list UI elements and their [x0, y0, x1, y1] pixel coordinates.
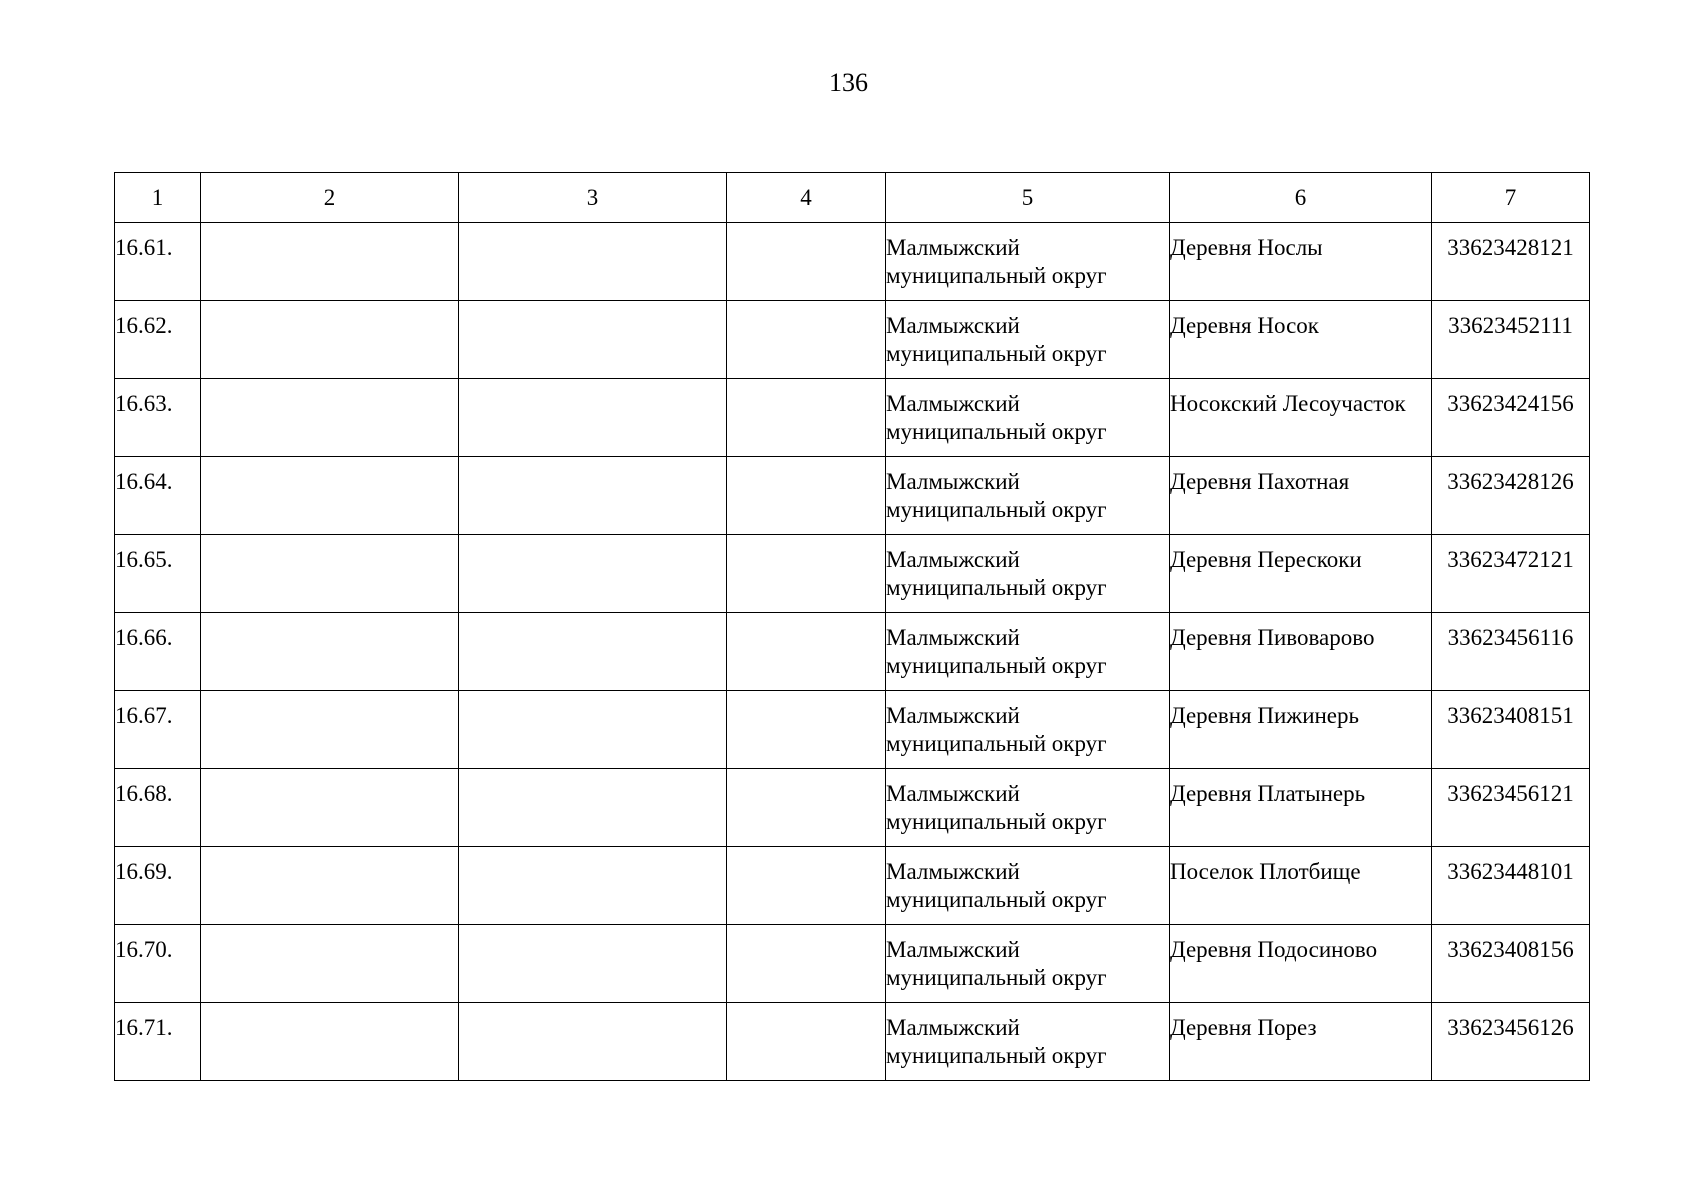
row-number-cell: 16.63. — [115, 379, 201, 457]
column-header-4: 4 — [727, 173, 886, 223]
table-row — [115, 769, 1590, 847]
column-2-cell — [201, 301, 459, 379]
settlement-cell: Деревня Платынерь — [1170, 769, 1432, 847]
district-cell: Малмыжский муниципальный округ — [886, 223, 1170, 301]
table-row — [115, 613, 1590, 691]
row-number-cell: 16.69. — [115, 847, 201, 925]
column-2-cell — [201, 925, 459, 1003]
settlement-cell: Деревня Подосиново — [1170, 925, 1432, 1003]
column-2-cell — [201, 379, 459, 457]
district-cell: Малмыжский муниципальный округ — [886, 925, 1170, 1003]
column-2-cell — [201, 691, 459, 769]
oktmo-code-cell: 33623424156 — [1432, 379, 1590, 457]
column-2-cell — [201, 613, 459, 691]
column-4-cell — [727, 457, 886, 535]
district-cell: Малмыжский муниципальный округ — [886, 535, 1170, 613]
district-cell: Малмыжский муниципальный округ — [886, 769, 1170, 847]
district-cell: Малмыжский муниципальный округ — [886, 301, 1170, 379]
column-3-cell — [459, 925, 727, 1003]
table-row — [115, 925, 1590, 1003]
table-row — [115, 535, 1590, 613]
settlement-cell: Деревня Пахотная — [1170, 457, 1432, 535]
column-header-6: 6 — [1170, 173, 1432, 223]
district-cell: Малмыжский муниципальный округ — [886, 1003, 1170, 1081]
district-cell: Малмыжский муниципальный округ — [886, 847, 1170, 925]
column-3-cell — [459, 535, 727, 613]
oktmo-code-cell: 33623456116 — [1432, 613, 1590, 691]
page-number: 136 — [829, 68, 868, 97]
table-row — [115, 457, 1590, 535]
column-3-cell — [459, 223, 727, 301]
settlements-table — [114, 172, 1590, 1081]
column-4-cell — [727, 925, 886, 1003]
oktmo-code-cell: 33623428126 — [1432, 457, 1590, 535]
settlement-cell: Деревня Порез — [1170, 1003, 1432, 1081]
oktmo-code-cell: 33623472121 — [1432, 535, 1590, 613]
oktmo-code-cell: 33623408151 — [1432, 691, 1590, 769]
column-header-1: 1 — [115, 173, 201, 223]
table-body — [115, 223, 1590, 1081]
district-cell: Малмыжский муниципальный округ — [886, 457, 1170, 535]
district-cell: Малмыжский муниципальный округ — [886, 691, 1170, 769]
row-number-cell: 16.68. — [115, 769, 201, 847]
settlement-cell: Деревня Носок — [1170, 301, 1432, 379]
column-3-cell — [459, 769, 727, 847]
row-number-cell: 16.67. — [115, 691, 201, 769]
oktmo-code-cell: 33623456126 — [1432, 1003, 1590, 1081]
table-row — [115, 847, 1590, 925]
column-3-cell — [459, 691, 727, 769]
column-4-cell — [727, 535, 886, 613]
district-cell: Малмыжский муниципальный округ — [886, 613, 1170, 691]
column-2-cell — [201, 223, 459, 301]
column-4-cell — [727, 691, 886, 769]
column-4-cell — [727, 613, 886, 691]
table-header-row — [115, 173, 1590, 223]
settlement-cell: Деревня Ноcлы — [1170, 223, 1432, 301]
settlement-cell: Поселок Плотбище — [1170, 847, 1432, 925]
row-number-cell: 16.66. — [115, 613, 201, 691]
row-number-cell: 16.64. — [115, 457, 201, 535]
column-2-cell — [201, 457, 459, 535]
column-2-cell — [201, 847, 459, 925]
settlement-cell: Деревня Перескоки — [1170, 535, 1432, 613]
column-3-cell — [459, 457, 727, 535]
column-4-cell — [727, 301, 886, 379]
column-3-cell — [459, 379, 727, 457]
column-3-cell — [459, 613, 727, 691]
table-row — [115, 301, 1590, 379]
settlement-cell: Носокский Лесоучасток — [1170, 379, 1432, 457]
column-4-cell — [727, 379, 886, 457]
column-3-cell — [459, 847, 727, 925]
table-row — [115, 379, 1590, 457]
table-row — [115, 223, 1590, 301]
oktmo-code-cell: 33623452111 — [1432, 301, 1590, 379]
settlement-cell: Деревня Пивоварово — [1170, 613, 1432, 691]
oktmo-code-cell: 33623448101 — [1432, 847, 1590, 925]
column-4-cell — [727, 1003, 886, 1081]
row-number-cell: 16.70. — [115, 925, 201, 1003]
column-2-cell — [201, 535, 459, 613]
oktmo-code-cell: 33623408156 — [1432, 925, 1590, 1003]
settlement-cell: Деревня Пижинерь — [1170, 691, 1432, 769]
column-3-cell — [459, 1003, 727, 1081]
column-4-cell — [727, 769, 886, 847]
column-4-cell — [727, 847, 886, 925]
column-header-5: 5 — [886, 173, 1170, 223]
row-number-cell: 16.71. — [115, 1003, 201, 1081]
row-number-cell: 16.61. — [115, 223, 201, 301]
row-number-cell: 16.62. — [115, 301, 201, 379]
oktmo-code-cell: 33623428121 — [1432, 223, 1590, 301]
table-row — [115, 1003, 1590, 1081]
column-header-3: 3 — [459, 173, 727, 223]
column-2-cell — [201, 769, 459, 847]
column-3-cell — [459, 301, 727, 379]
column-header-7: 7 — [1432, 173, 1590, 223]
column-header-2: 2 — [201, 173, 459, 223]
column-2-cell — [201, 1003, 459, 1081]
table-row — [115, 691, 1590, 769]
oktmo-code-cell: 33623456121 — [1432, 769, 1590, 847]
column-4-cell — [727, 223, 886, 301]
district-cell: Малмыжский муниципальный округ — [886, 379, 1170, 457]
row-number-cell: 16.65. — [115, 535, 201, 613]
